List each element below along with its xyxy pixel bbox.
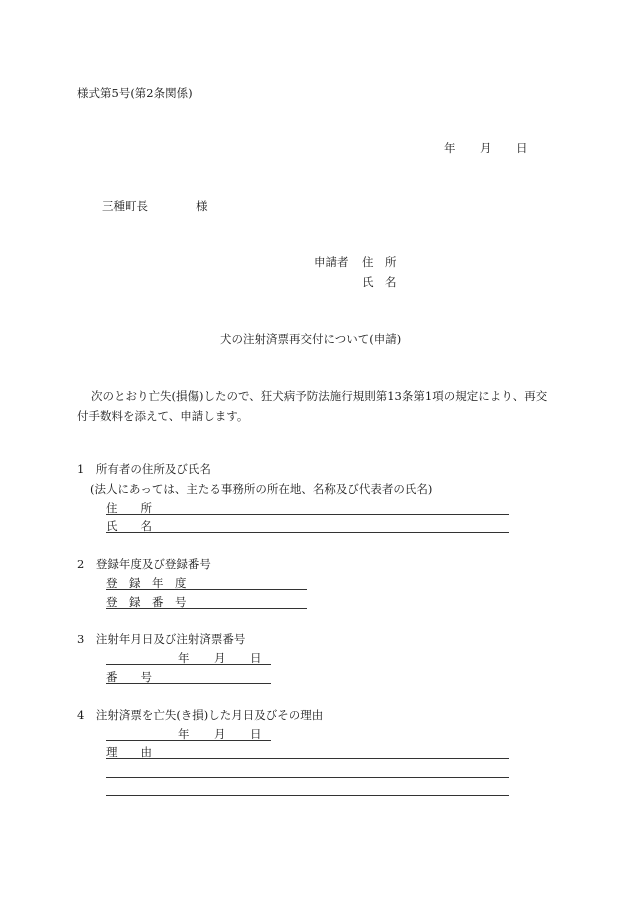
section-1-heading: 1 所有者の住所及び氏名 <box>77 462 211 476</box>
section-4-heading: 4 注射済票を亡失(き損)した月日及びその理由 <box>77 708 324 722</box>
applicant-name-label: 氏 名 <box>362 275 397 289</box>
applicant-label: 申請者 <box>314 255 349 269</box>
loss-month-label: 月 <box>214 727 226 741</box>
body-text: 次のとおり亡失(損傷)したので、狂犬病予防法施行規則第13条第1項の規定により、再交付手数料を添えて、申請します。 <box>77 389 548 423</box>
addressee-honorific: 様 <box>196 199 208 213</box>
tag-number-label: 番 号 <box>106 670 152 684</box>
injection-year-label: 年 <box>178 651 190 665</box>
date-year-label: 年 <box>444 141 456 155</box>
date-day-label: 日 <box>516 141 528 155</box>
addressee-name: 三種町長 <box>102 199 148 213</box>
owner-name-line[interactable] <box>106 532 509 533</box>
owner-address-line[interactable] <box>106 514 509 515</box>
owner-address-label: 住 所 <box>106 501 152 515</box>
document-title: 犬の注射済票再交付について(申請) <box>220 332 402 346</box>
injection-month-label: 月 <box>214 651 226 665</box>
registration-number-line[interactable] <box>106 608 307 609</box>
section-2-heading: 2 登録年度及び登録番号 <box>77 557 211 571</box>
reason-label: 理 由 <box>106 745 152 759</box>
reason-line-3[interactable] <box>106 795 509 796</box>
reason-line-1[interactable] <box>106 758 509 759</box>
section-1-note: (法人にあっては、主たる事務所の所在地、名称及び代表者の氏名) <box>90 482 433 496</box>
section-3-heading: 3 注射年月日及び注射済票番号 <box>77 632 246 646</box>
injection-day-label: 日 <box>250 651 262 665</box>
loss-year-label: 年 <box>178 727 190 741</box>
tag-number-line[interactable] <box>106 683 271 684</box>
registration-number-label: 登 録 番 号 <box>106 595 187 609</box>
applicant-address-label: 住 所 <box>362 255 397 269</box>
registration-year-label: 登 録 年 度 <box>106 576 187 590</box>
loss-date-line[interactable] <box>106 740 271 741</box>
date-month-label: 月 <box>480 141 492 155</box>
reason-line-2[interactable] <box>106 777 509 778</box>
owner-name-label: 氏 名 <box>106 519 152 533</box>
loss-day-label: 日 <box>250 727 262 741</box>
form-number: 様式第5号(第2条関係) <box>77 86 193 100</box>
injection-date-line[interactable] <box>106 664 271 665</box>
registration-year-line[interactable] <box>106 589 307 590</box>
